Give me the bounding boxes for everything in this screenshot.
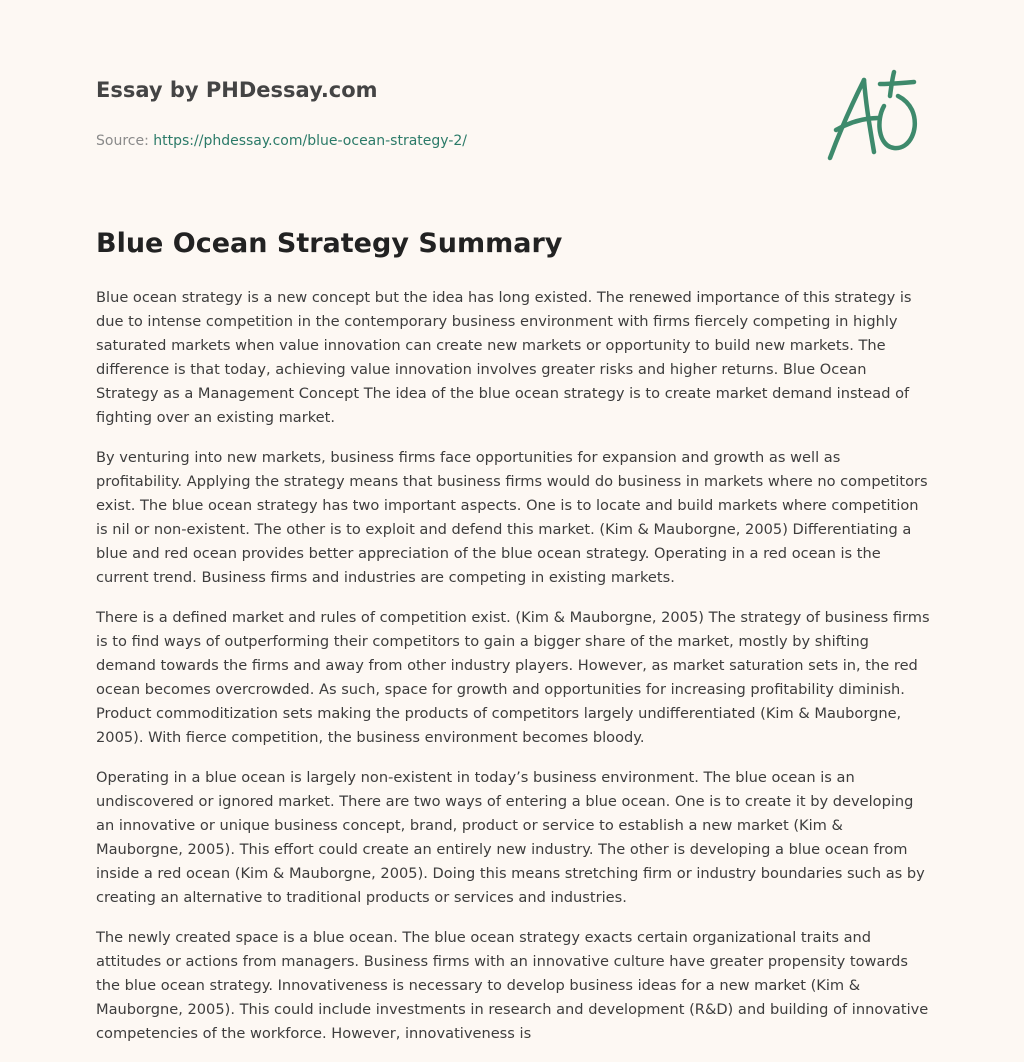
source-line [96, 131, 696, 151]
essay-paragraph: The newly created space is a blue ocean. The blue ocean strategy exacts certain organizational traits and attitudes or actions from managers. Business firms with an innovative culture have greater propensity towards the blue ocean strategy. Innovativeness is necessary to develop business ideas for a new market (Kim & Mauborgne, 2005). This could include investments in research and development (R&D) and building of innovative competencies of the workforce. However, innovativeness is [96, 929, 929, 1042]
essay-title: Blue Ocean Strategy Summary [96, 228, 563, 259]
site-brand: Essay by PHDessay.com [96, 78, 378, 102]
source-link[interactable]: https://phdessay.com/blue-ocean-strategy-2/ [153, 133, 468, 149]
essay-paragraph: There is a defined market and rules of competition exist. (Kim & Mauborgne, 2005) The strategy of business firms is to find ways of outperforming their competitors to gain a bigger share of the market, mostly by shifting demand towards the firms and away from other industry players. However, as market saturation sets in, the red ocean becomes overcrowded. As such, space for growth and opportunities for increasing profitability diminish. Product commoditization sets making the products of competitors largely undifferentiated (Kim & Mauborgne, 2005). With fierce competition, the business environment becomes bloody. [96, 609, 930, 746]
essay-header [96, 76, 696, 151]
essay-paragraph: Operating in a blue ocean is largely non-existent in today’s business environment. The blue ocean is an undiscovered or ignored market. There are two ways of entering a blue ocean. One is to create it by developing an innovative or unique business concept, brand, product or service to establish a new market (Kim & Mauborgne, 2005). This effort could create an entirely new industry. The other is developing a blue ocean from inside a red ocean (Kim & Mauborgne, 2005). Doing this means stretching firm or industry boundaries such as by creating an alternative to traditional products or services and industries. [96, 769, 925, 906]
essay-paragraph: Blue ocean strategy is a new concept but the idea has long existed. The renewed importance of this strategy is due to intense competition in the contemporary business environment with firms fiercely competing in highly saturated markets when value innovation can create new markets or opportunity to build new markets. The difference is that today, achieving value innovation involves greater risks and higher returns. Blue Ocean Strategy as a Management Concept The idea of the blue ocean strategy is to create market demand instead of fighting over an existing market. [96, 289, 912, 426]
a-plus-logo-icon [822, 66, 930, 166]
source-label: Source: [96, 133, 149, 149]
essay-body [96, 286, 930, 1062]
essay-paragraph: By venturing into new markets, business firms face opportunities for expansion and growth as well as profitability. Applying the strategy means that business firms would do business in markets where no competitors exist. The blue ocean strategy has two important aspects. One is to locate and build markets where competition is nil or non-existent. The other is to exploit and defend this market. (Kim & Mauborgne, 2005) Differentiating a blue and red ocean provides better appreciation of the blue ocean strategy. Operating in a red ocean is the current trend. Business firms and industries are competing in existing markets. [96, 449, 928, 586]
